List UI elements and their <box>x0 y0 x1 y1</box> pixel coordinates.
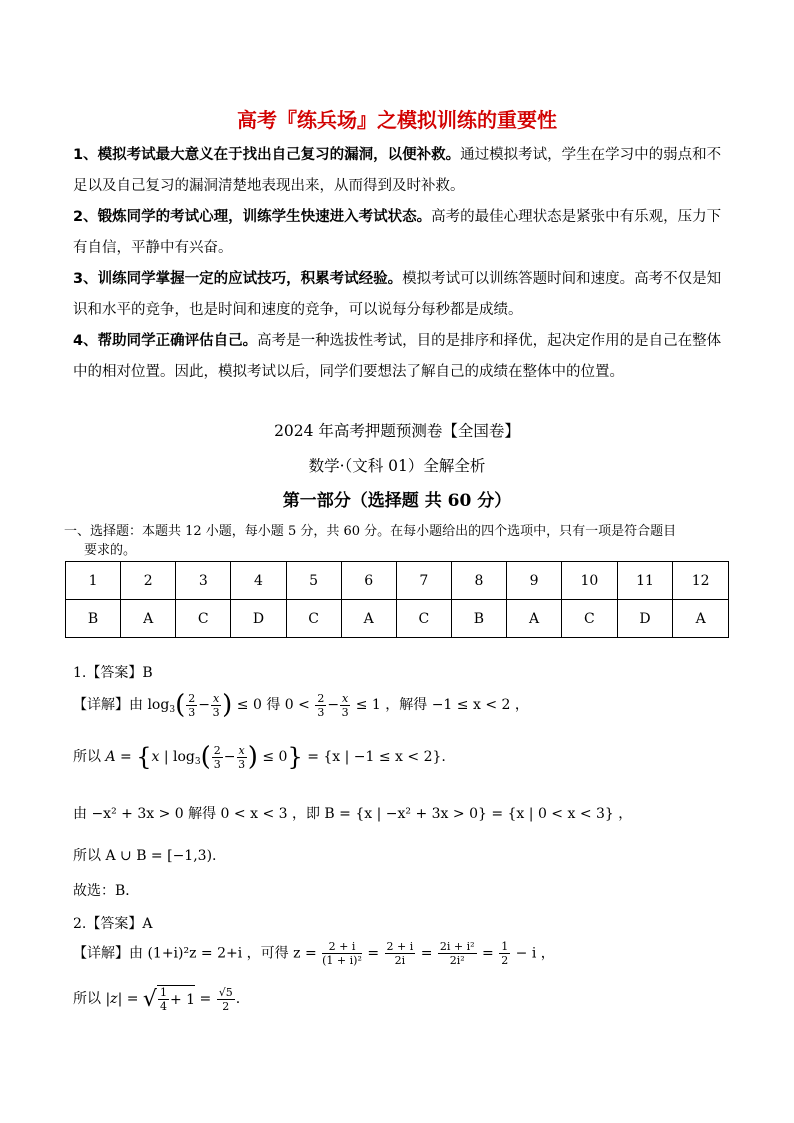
detail-label: 【详解】由 <box>73 697 143 713</box>
answer-cell: A <box>673 600 729 638</box>
intro-point-bold: 3、训练同学掌握一定的应试技巧，积累考试经验。 <box>73 271 403 287</box>
table-row-numbers <box>66 562 729 600</box>
sqrt-symbol: √ $\frac{1}{4}$ + 1 <box>142 986 196 1013</box>
set-a-result: = {x | −1 ≤ x < 2}. <box>307 749 446 765</box>
answer-cell: B <box>66 600 121 638</box>
answer-cell: D <box>231 600 286 638</box>
question-number-cell: 8 <box>451 562 506 600</box>
q1-detail-line-3: 由 −x² + 3x > 0 解得 0 < x < 3 ，即 B = {x | −x² + 3x > 0} = {x | 0 < x < 3} ， <box>73 806 633 822</box>
intro-point-text: 高考是一种选拔性考试，目的是排序和择优，起决定作用的是自己在整体 <box>257 333 722 349</box>
part-title: 第一部分（选择题 共 60 分） <box>282 491 512 511</box>
question-number-cell: 2 <box>121 562 176 600</box>
question-number-cell: 1 <box>66 562 121 600</box>
answer-cell: B <box>451 600 506 638</box>
answer-cell: A <box>121 600 176 638</box>
intro-point-bold: 1、模拟考试最大意义在于找出自己复习的漏洞，以便补救。 <box>73 147 461 163</box>
q2-answer-line: 2.【答案】A <box>73 916 153 932</box>
answer-table <box>65 561 729 638</box>
question-number-cell: 9 <box>507 562 562 600</box>
question-number-cell: 7 <box>396 562 451 600</box>
intro-point-text: 模拟考试可以训练答题时间和速度。高考不仅是知 <box>402 271 722 287</box>
answer-cell: C <box>396 600 451 638</box>
line-label: 所以 <box>73 749 101 765</box>
answer-cell: C <box>286 600 341 638</box>
subject-title: 数学·（文科 01）全解全析 <box>308 457 486 475</box>
question-number-cell: 6 <box>341 562 396 600</box>
intro-point-text: 识和水平的竞争，也是时间和速度的竞争，可以说每分每秒都是成绩。 <box>73 302 523 318</box>
q2-equation-text: (1+i)²z = 2+i ，可得 z = <box>147 945 317 962</box>
q1-answer-line: 1.【答案】B <box>73 665 153 681</box>
q1-inequality-text: ≤ 0 得 0 < <box>236 697 310 713</box>
page-title: 高考『练兵场』之模拟训练的重要性 <box>237 108 557 132</box>
period: . <box>235 991 241 1007</box>
answer-cell: D <box>617 600 673 638</box>
intro-point-4 <box>73 326 731 388</box>
question-number-cell: 3 <box>176 562 231 600</box>
q1-detail-line-4: 所以 A ∪ B = [−1,3). <box>73 848 217 864</box>
intro-point-bold: 4、帮助同学正确评估自己。 <box>73 333 258 349</box>
table-row-answers <box>66 600 729 638</box>
q1-choice-line: 故选：B． <box>73 883 140 899</box>
intro-point-bold: 2、锻炼同学的考试心理，训练学生快速进入考试状态。 <box>73 209 432 225</box>
q1-detail-line-1: 【详解】由 $\log_3$( $\frac{2}{3}$ − $\frac{x}{3}$ ) ≤ 0 得 0 < $\frac{2}{3}$ − $\frac{x}{3}$ ≤ 1 ，解得 −1 ≤ x < 2 ， <box>73 690 529 720</box>
q1-inequality-result: ≤ 1 ，解得 −1 ≤ x < 2 ， <box>355 697 529 713</box>
q1-detail-line-2: 所以 A = {x | $\log_3$( $\frac{2}{3}$ − $\frac{x}{3}$ ) ≤ 0} = {x | −1 ≤ x < 2}. <box>73 742 446 772</box>
intro-point-2 <box>73 202 731 264</box>
intro-point-text: 中的相对位置。因此，模拟考试以后，同学们要想法了解自己的成绩在整体中的位置。 <box>73 364 624 380</box>
question-number-cell: 11 <box>617 562 673 600</box>
intro-point-1 <box>73 140 731 202</box>
answer-cell: A <box>507 600 562 638</box>
intro-point-text: 有自信，平静中有兴奋。 <box>73 240 233 256</box>
detail-label: 【详解】由 <box>73 945 143 962</box>
question-number-cell: 5 <box>286 562 341 600</box>
question-number-cell: 10 <box>562 562 618 600</box>
question-number-cell: 12 <box>673 562 729 600</box>
q2-detail-line-2: 所以 |z| = √ $\frac{1}{4}$ + 1 = $\frac{√5}{2}$ . <box>73 985 241 1013</box>
intro-point-3 <box>73 264 731 326</box>
exam-title: 2024 年高考押题预测卷【全国卷】 <box>274 422 520 440</box>
answer-cell: C <box>176 600 231 638</box>
q2-detail-line-1: 【详解】由 (1+i)²z = 2+i ，可得 z = $\frac{2 + i}{\text{(1 + i)²}}$ = $\frac{2 + i}{2i}$ = $\frac{\text{2i + i²}}{\text{2i²}}$ = $\frac{1}{2}$ − i ， <box>73 940 555 967</box>
question-number-cell: 4 <box>231 562 286 600</box>
section-description-line: 一、选择题：本题共 12 小题，每小题 5 分，共 60 分。在每小题给出的四个选项中，只有一项是符合题目 <box>64 524 677 539</box>
answer-cell: C <box>562 600 618 638</box>
intro-point-text: 高考的最佳心理状态是紧张中有乐观，压力下 <box>431 209 722 225</box>
section-description-line: 要求的。 <box>84 543 137 558</box>
section-description <box>64 522 734 560</box>
intro-point-text: 足以及自己复习的漏洞清楚地表现出来，从而得到及时补救。 <box>73 178 465 194</box>
answer-cell: A <box>341 600 396 638</box>
line-label: 所以 <box>73 991 101 1007</box>
intro-point-text: 通过模拟考试，学生在学习中的弱点和不 <box>460 147 722 163</box>
